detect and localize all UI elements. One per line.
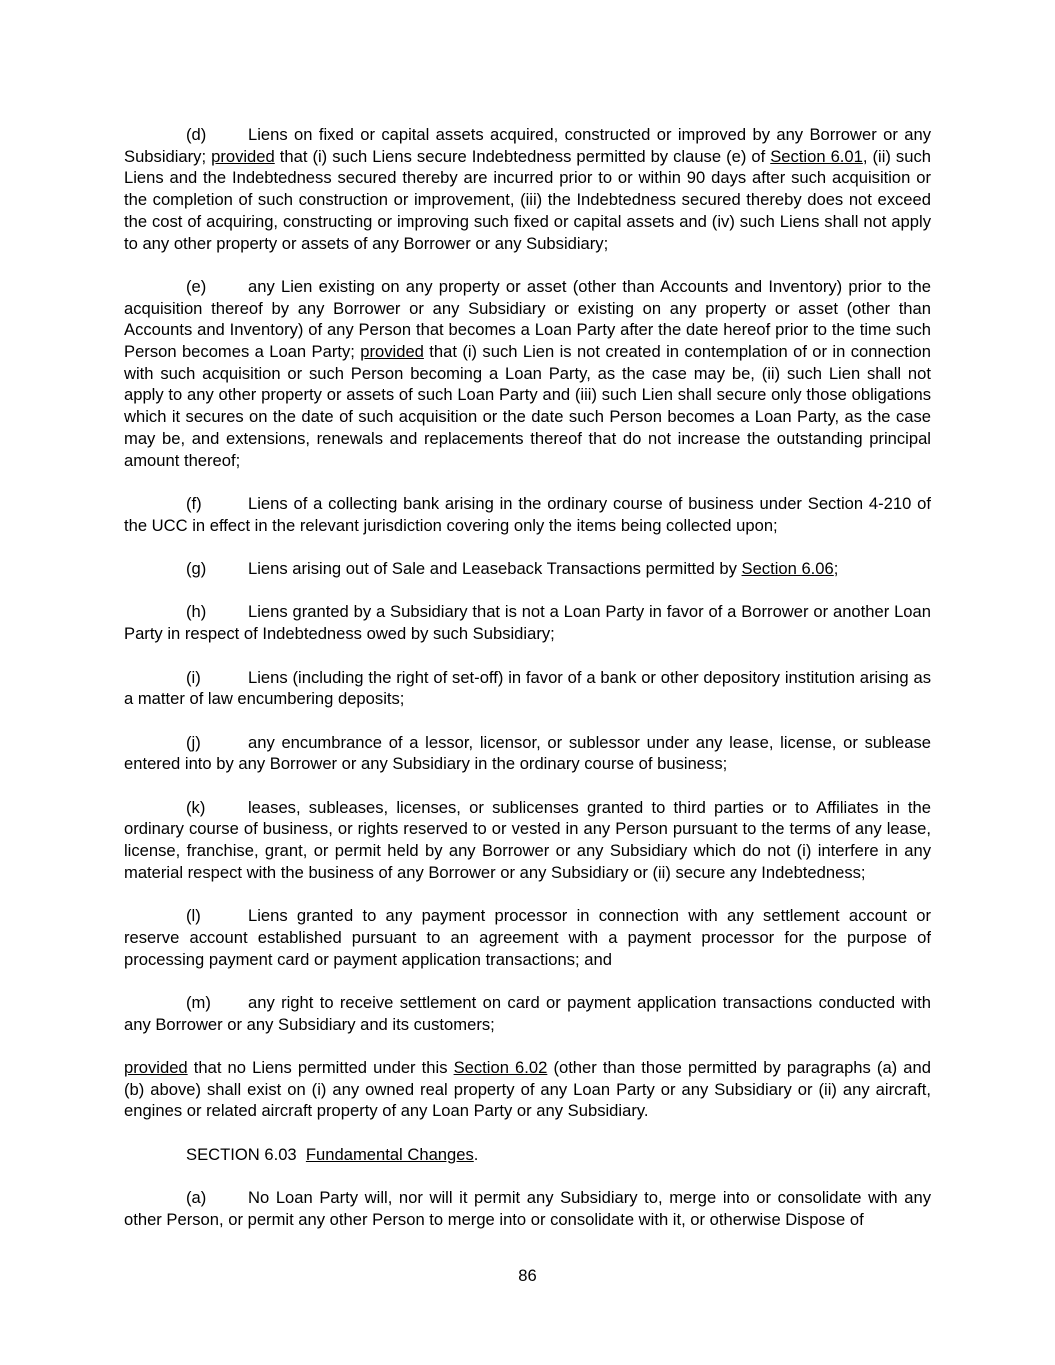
document-page: [124, 124, 931, 1252]
page-number: 86: [518, 1266, 537, 1285]
provided-term: provided: [360, 342, 424, 362]
provided-term: provided: [124, 1058, 188, 1078]
paragraph-j: (j) any encumbrance of a lessor, licensor, or sublessor under any lease, license, or sublease entered into by any Borrower or any Subsidiary in the ordinary course of business;: [124, 732, 931, 774]
clause-label-k: (k): [186, 797, 206, 817]
section-6-01-reference: Section 6.01: [770, 146, 863, 166]
clause-label-a: (a): [186, 1188, 207, 1208]
paragraph-m: (m) any right to receive settlement on card or payment application transactions conducted with any Borrower or any Subsidiary and its customers;: [124, 992, 931, 1034]
clause-label-h: (h): [186, 602, 207, 622]
paragraph-6-03-a: (a) No Loan Party will, nor will it permit any Subsidiary to, merge into or consolidate with any other Person, or permit any other Person to merge into or consolidate with it, or otherwise Dispose of: [124, 1188, 931, 1229]
clause-label-e: (e): [186, 276, 207, 296]
paragraph-d: (d) Liens on fixed or capital assets acquired, constructed or improved by any Borrower or any Subsidiary; provided that (i) such Liens secure Indebtedness permitted by clause (e) of Section 6.01, (ii) such Liens and the Indebtedness secured thereby are incurred prior to or within 90 days after such acquisition or the completion of such construction or improvement, (iii) the Indebtedness secured thereby does not exceed the cost of acquiring, constructing or improving such fixed or capital assets and (iv) such Liens shall not apply to any other property or assets of any Borrower or any Subsidiary;: [124, 125, 931, 253]
clause-label-j: (j): [186, 732, 201, 752]
proviso-paragraph: provided that no Liens permitted under this Section 6.02 (other than those permitted by paragraphs (a) and (b) above) shall exist on (i) any owned real property of any Loan Party or any Subsidiary or (ii) any aircraft, engines or related aircraft property of any Loan Party or any Subsidiary.: [124, 1058, 931, 1121]
paragraph-e: (e) any Lien existing on any property or asset (other than Accounts and Inventory) prior to the acquisition thereof by any Borrower or any Subsidiary or existing on any property or asset (other than Accounts and Inventory) of any Person that becomes a Loan Party after the date hereof prior to the time such Person becomes a Loan Party; provided that (i) such Lien is not created in contemplation of or in connection with such acquisition or such Person becoming a Loan Party, as the case may be, (ii) such Lien shall not apply to any other property or assets of such Loan Party and (iii) such Lien shall secure only those obligations which it secures on the date of such acquisition or the date such Person becomes a Loan Party, as the case may be, and extensions, renewals and replacements thereof that do not increase the outstanding principal amount thereof;: [124, 276, 931, 470]
section-6-02-reference: Section 6.02: [453, 1058, 548, 1078]
paragraph-f: (f) Liens of a collecting bank arising in the ordinary course of business under Section 4-210 of the UCC in effect in the relevant jurisdiction covering only the items being collected upon;: [124, 493, 931, 535]
paragraph-k: (k) leases, subleases, licenses, or sublicenses granted to third parties or to Affiliates in the ordinary course of business, or rights reserved to or vested in any Person pursuant to the terms of any lease, license, franchise, grant, or permit held by any Borrower or any Subsidiary which do not (i) interfere in any material respect with the business of any Borrower or any Subsidiary or (ii) secure any Indebtedness;: [124, 797, 931, 882]
section-6-06-reference: Section 6.06: [741, 559, 834, 579]
paragraph-g: (g) Liens arising out of Sale and Leaseback Transactions permitted by Section 6.06;: [186, 559, 839, 579]
paragraph-h: (h) Liens granted by a Subsidiary that is not a Loan Party in favor of a Borrower or another Loan Party in respect of Indebtedness owed by such Subsidiary;: [124, 602, 931, 644]
clause-label-d: (d): [186, 125, 207, 144]
paragraph-i: (i) Liens (including the right of set-off) in favor of a bank or other depository institution arising as a matter of law encumbering deposits;: [124, 667, 931, 709]
paragraph-l: (l) Liens granted to any payment processor in connection with any settlement account or reserve account established pursuant to an agreement with a payment processor for the purpose of processing payment card or payment application transactions; and: [124, 906, 931, 969]
section-title: Fundamental Changes: [305, 1144, 474, 1164]
clause-label-m: (m): [186, 992, 211, 1012]
clause-label-l: (l): [186, 906, 201, 926]
clause-label-f: (f): [186, 493, 202, 513]
section-heading: SECTION 6.03 Fundamental Changes.: [186, 1144, 479, 1164]
clause-label-i: (i): [186, 667, 201, 687]
provided-term: provided: [211, 146, 275, 166]
clause-label-g: (g): [186, 559, 207, 579]
